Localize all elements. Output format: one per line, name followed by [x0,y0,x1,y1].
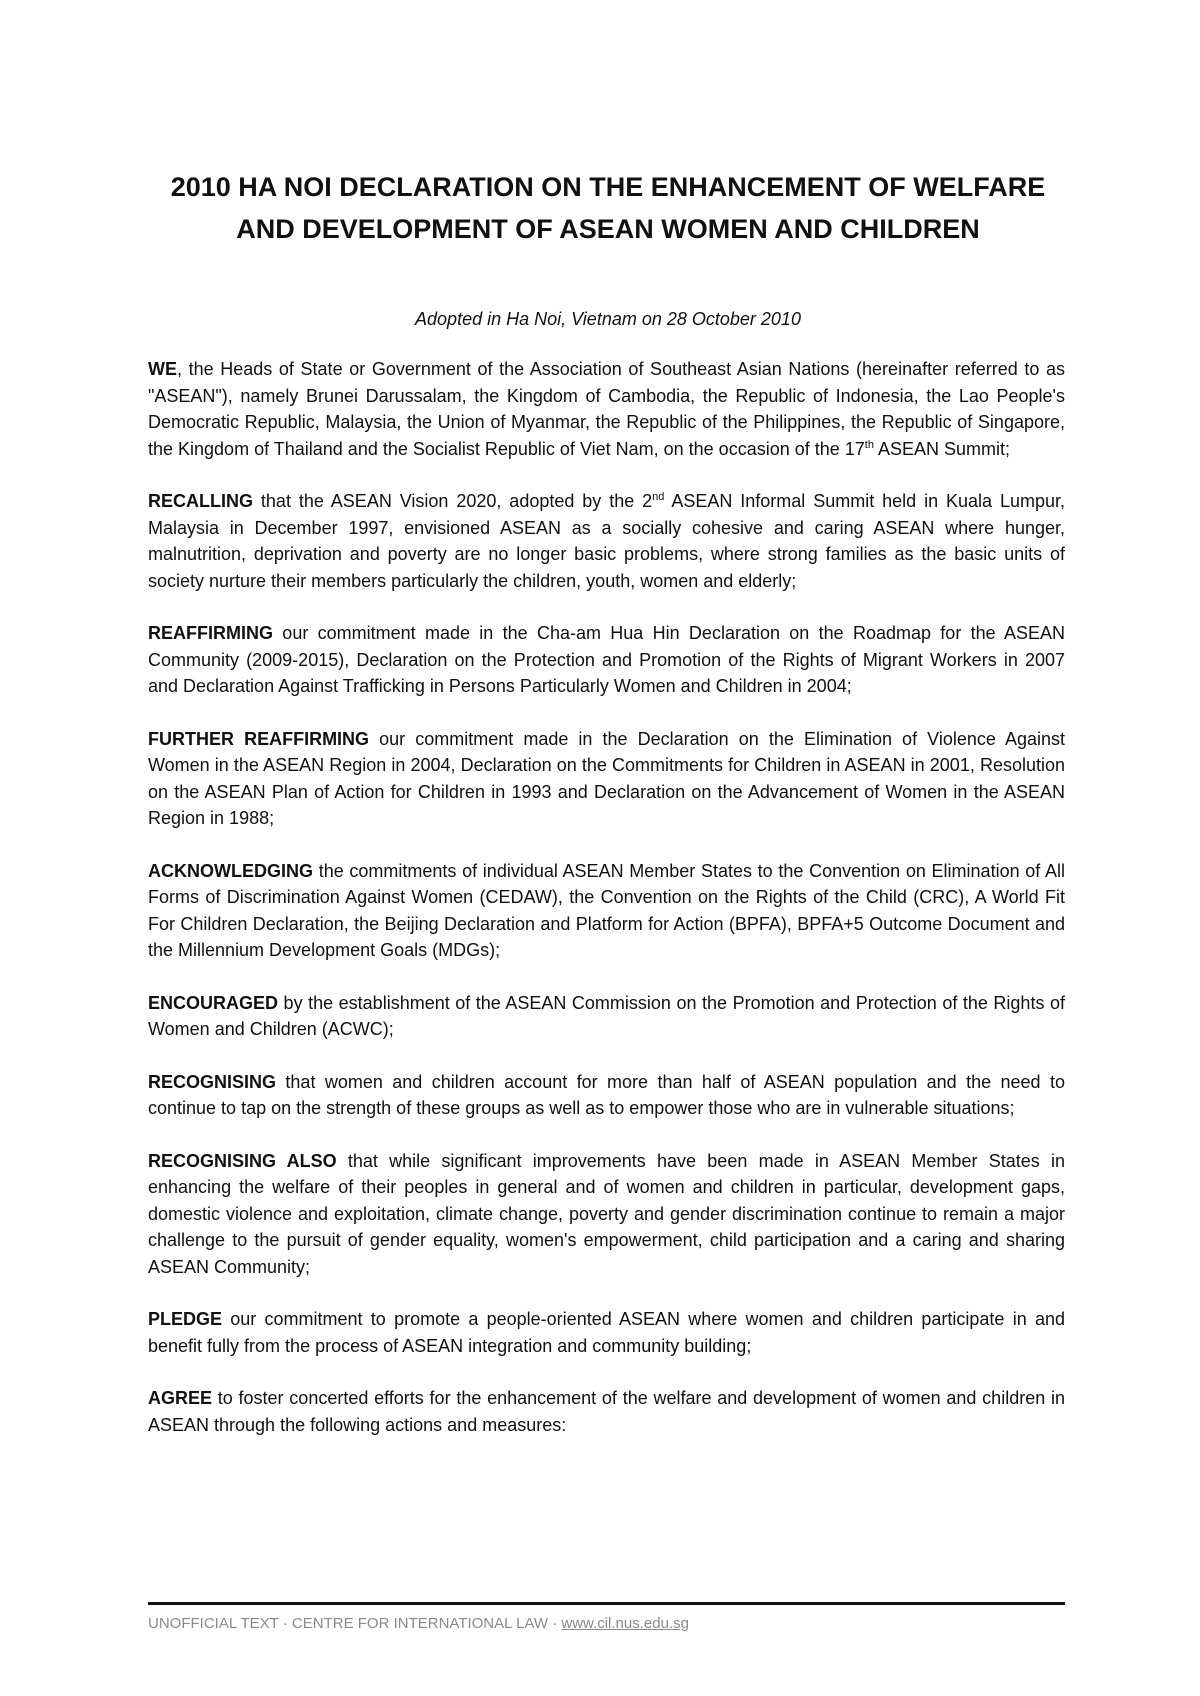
footer-link[interactable]: www.cil.nus.edu.sg [561,1615,689,1632]
document-title: 2010 HA NOI DECLARATION ON THE ENHANCEMENT OF WELFARE AND DEVELOPMENT OF ASEAN WOMEN AND CHILDREN [170,172,1046,244]
paragraph-text: our commitment made in the Declaration on the Elimination of Violence Against Women in the ASEAN Region in 2004, Declaration on the Commitments for Children in ASEAN in 2001, Resolution on the ASEAN Plan of Action for Children in 1993 and Declaration on the Advancement of Women in the ASEAN Region in 1988; [148,728,1065,828]
paragraph [148,1148,1065,1281]
paragraph-text: , the Heads of State or Government of the Association of Southeast Asian Nations (hereinafter referred to as "ASEAN"), namely Brunei Darussalam, the Kingdom of Cambodia, the Republic of Indonesia, the Lao People's Democratic Republic, Malaysia, the Union of Myanmar, the Republic of the Philippines, the Republic of Singapore, the Kingdom of Thailand and the Socialist Republic of Viet Nam, on the occasion of the 17 [148,359,1065,459]
paragraph-keyword: ACKNOWLEDGING [148,860,313,881]
paragraph-text: the commitments of individual ASEAN Member States to the Convention on Elimination of All Forms of Discrimination Against Women (CEDAW), the Convention on the Rights of the Child (CRC), A World Fit For Children Declaration, the Beijing Declaration and Platform for Action (BPFA), BPFA+5 Outcome Document and the Millennium Development Goals (MDGs); [148,860,1065,960]
footer-divider [148,1602,1065,1605]
paragraph-keyword: REAFFIRMING [148,623,273,643]
paragraph [148,488,1065,594]
paragraph-text-after: ASEAN Summit; [873,438,1011,459]
paragraph-keyword: AGREE [148,1388,213,1408]
paragraph [148,1306,1065,1359]
paragraph-keyword: RECALLING [148,491,253,511]
paragraph-text: that while significant improvements have been made in ASEAN Member States in enhancing the welfare of their peoples in general and of women and children in particular, development gaps, domestic violence and exploitation, climate change, poverty and gender discrimination continue to remain a major challenge to the pursuit of gender equality, women's empowerment, child participation and a caring and sharing ASEAN Community; [148,1150,1065,1277]
paragraph [148,356,1065,462]
paragraph-text-after: ASEAN Informal Summit held in Kuala Lumpur, Malaysia in December 1997, envisioned ASEAN as a socially cohesive and caring ASEAN where hunger, malnutrition, deprivation and poverty are no longer basic problems, where strong families as the basic units of society nurture their members particularly the children, youth, women and elderly; [148,491,1065,591]
paragraph-keyword: FURTHER REAFFIRMING [148,728,370,749]
paragraph [148,726,1065,832]
paragraph-keyword: ENCOURAGED [148,992,279,1013]
paragraph-keyword: WE [148,359,177,379]
paragraph-text: that the ASEAN Vision 2020, adopted by the 2 [253,491,653,511]
paragraph-text: our commitment to promote a people-oriented ASEAN where women and children participate in and benefit fully from the process of ASEAN integration and community building; [148,1309,1065,1356]
paragraph-keyword: PLEDGE [148,1309,223,1329]
paragraph-keyword: RECOGNISING [148,1071,277,1092]
document-subtitle: Adopted in Ha Noi, Vietnam on 28 October 2010 [415,309,801,329]
paragraph-text: our commitment made in the Cha-am Hua Hin Declaration on the Roadmap for the ASEAN Community (2009-2015), Declaration on the Protection and Promotion of the Rights of Migrant Workers in 2007 and Declaration Against Trafficking in Persons Particularly Women and Children in 2004; [148,623,1065,696]
ordinal-suffix: th [864,438,874,451]
paragraph-text: to foster concerted efforts for the enhancement of the welfare and development of women and children in ASEAN through the following actions and measures: [148,1388,1065,1435]
paragraph [148,1385,1065,1438]
footer-text: UNOFFICIAL TEXT · CENTRE FOR INTERNATIONAL LAW · [148,1615,562,1632]
paragraph-text: that women and children account for more than half of ASEAN population and the need to continue to tap on the strength of these groups as well as to empower those who are in vulnerable situations; [148,1071,1065,1118]
ordinal-suffix: nd [652,491,665,503]
document-body [148,356,1065,1464]
paragraph [148,990,1065,1043]
paragraph [148,858,1065,964]
page-footer [148,1614,1065,1634]
paragraph-text: by the establishment of the ASEAN Commission on the Promotion and Protection of the Rights of Women and Children (ACWC); [148,992,1065,1039]
paragraph-keyword: RECOGNISING ALSO [148,1150,337,1171]
paragraph [148,1069,1065,1122]
paragraph [148,620,1065,700]
